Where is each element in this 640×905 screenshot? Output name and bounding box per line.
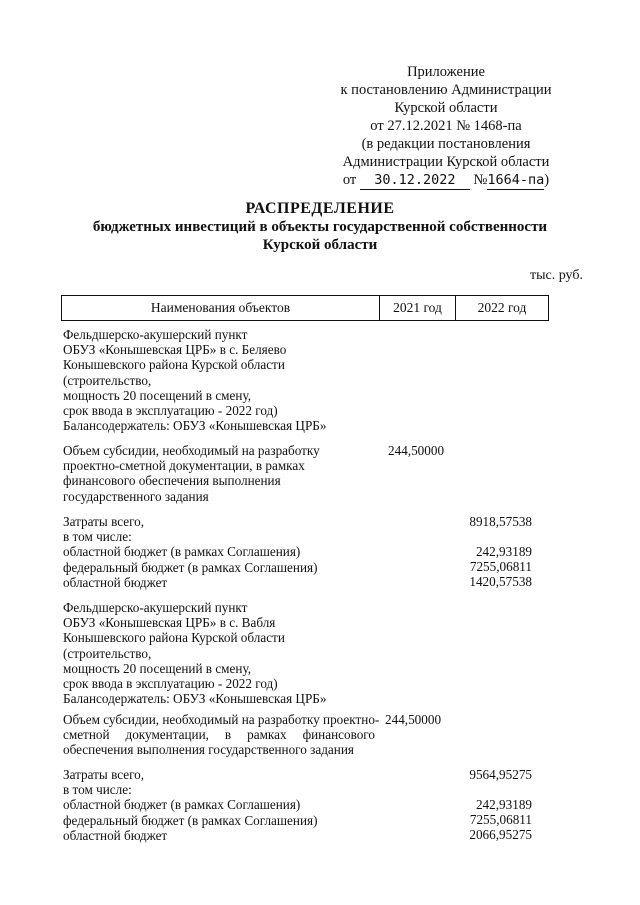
appendix-header <box>330 63 562 190</box>
description-line: Конышевского района Курской области <box>63 630 285 646</box>
document-title <box>0 200 640 254</box>
cost-value: 7255,06811 <box>469 812 532 827</box>
units-label: тыс. руб. <box>530 268 583 283</box>
subsidy-text <box>63 443 583 504</box>
appendix-line: Курской области <box>394 100 498 116</box>
subsidy-line: проектно-сметной документации, в рамках <box>63 458 305 474</box>
description-line: Балансодержатель: ОБУЗ «Конышевская ЦРБ» <box>63 418 327 434</box>
revision-prefix: от <box>342 172 357 188</box>
table-header <box>61 295 549 321</box>
cost-value: 9564,95275 <box>469 767 532 782</box>
cost-label: областной бюджет <box>63 574 168 590</box>
subsidy-text <box>63 712 583 758</box>
object-description <box>63 327 583 433</box>
cost-label: областной бюджет (в рамках Соглашения) <box>63 544 301 560</box>
cost-label: федеральный бюджет (в рамках Соглашения) <box>63 812 318 828</box>
description-line: (строительство, <box>63 645 152 661</box>
description-line: (строительство, <box>63 372 152 388</box>
appendix-line: (в редакции постановления <box>361 136 531 152</box>
cost-label: в том числе: <box>63 529 132 545</box>
cost-value: 242,93189 <box>475 797 532 812</box>
subsidy-line: Объем субсидии, необходимый на разработку <box>63 443 320 458</box>
cost-value: 1420,57538 <box>469 574 532 589</box>
cost-value: 242,93189 <box>475 544 532 559</box>
subsidy-line: Объем субсидии, необходимый на разработку проектно- <box>63 712 380 727</box>
description-line: срок ввода в эксплуатацию - 2022 год) <box>63 403 278 419</box>
header-names: Наименования объектов <box>62 296 380 320</box>
cost-value: 7255,06811 <box>469 559 532 574</box>
subsidy-2021-value: 244,50000 <box>385 712 442 727</box>
cost-label: Затраты всего, <box>63 514 145 529</box>
cost-label: Затраты всего, <box>63 767 145 782</box>
cost-value: 8918,57538 <box>469 514 532 529</box>
subsidy-line: обеспечения выполнения государственного задания <box>63 742 354 758</box>
description-line: Балансодержатель: ОБУЗ «Конышевская ЦРБ» <box>63 691 327 707</box>
title-sub1: бюджетных инвестиций в объекты государственной собственности <box>92 219 548 235</box>
object-description <box>63 600 583 706</box>
header-2021: 2021 год <box>380 296 456 320</box>
appendix-line: от 27.12.2021 № 1468-па <box>370 118 522 134</box>
description-line: мощность 20 посещений в смену, <box>63 387 252 403</box>
subsidy-line: сметной документации, в рамках финансового <box>63 727 375 743</box>
cost-label: в том числе: <box>63 782 132 798</box>
description-line: Конышевского района Курской области <box>63 357 285 373</box>
cost-label: областной бюджет (в рамках Соглашения) <box>63 797 301 813</box>
description-line: ОБУЗ «Конышевская ЦРБ» в с. Вабля <box>63 615 276 631</box>
revision-suffix: ) <box>544 172 550 188</box>
revision-date: 30.12.2022 <box>374 172 456 188</box>
title-main: РАСПРЕДЕЛЕНИЕ <box>245 200 395 217</box>
description-line: ОБУЗ «Конышевская ЦРБ» в с. Беляево <box>63 342 287 358</box>
revision-number-prefix: № <box>473 172 488 188</box>
subsidy-line: государственного задания <box>63 488 209 504</box>
title-sub2: Курской области <box>262 237 378 253</box>
cost-label: областной бюджет <box>63 827 168 843</box>
appendix-line: Приложение <box>407 64 485 80</box>
revision-number: 1664-па <box>487 172 545 188</box>
description-line: мощность 20 посещений в смену, <box>63 660 252 676</box>
appendix-line: к постановлению Администрации <box>340 82 552 98</box>
cost-value: 2066,95275 <box>469 827 532 842</box>
subsidy-line: финансового обеспечения выполнения <box>63 473 281 489</box>
cost-label: федеральный бюджет (в рамках Соглашения) <box>63 559 318 575</box>
revision-number-field <box>487 171 544 190</box>
revision-line <box>330 171 562 190</box>
subsidy-2021-value: 244,50000 <box>388 443 445 458</box>
header-2022: 2022 год <box>477 300 527 315</box>
appendix-line: Администрации Курской области <box>342 154 550 170</box>
description-line: Фельдшерско-акушерский пункт <box>63 600 248 615</box>
revision-date-field <box>360 171 470 190</box>
description-line: Фельдшерско-акушерский пункт <box>63 327 248 342</box>
description-line: срок ввода в эксплуатацию - 2022 год) <box>63 676 278 692</box>
